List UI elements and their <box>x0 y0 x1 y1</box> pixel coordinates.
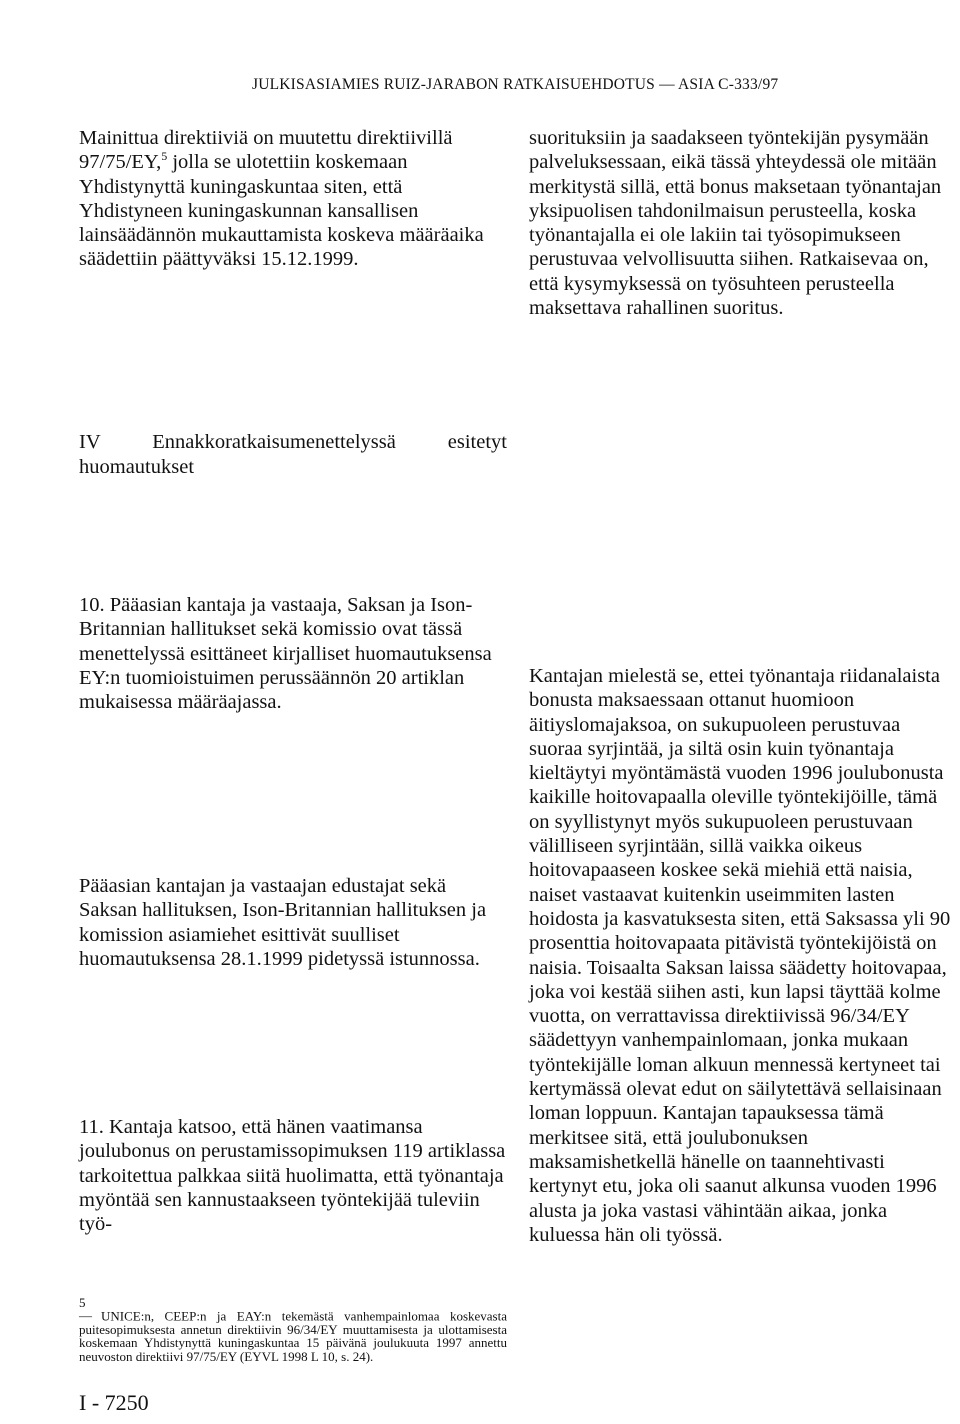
left-column-para-10 <box>79 593 507 714</box>
section-heading: IV Ennakkoratkaisumenettelyssä esitetyt huomautukset <box>79 431 507 478</box>
footnote-number: 5 — <box>79 1295 92 1324</box>
footnote-5 <box>79 1296 507 1363</box>
right-column-claimant <box>529 664 955 1247</box>
paragraph-oral-observations: Pääasian kantajan ja vastaajan edustajat sekä Saksan hallituksen, Ison-Britannian hallituksen ja komission asiamiehet esittivät suulliset huomautuksensa 28.1.1999 pidetyssä istunnossa. <box>79 875 487 970</box>
paragraph-11: 11. Kantaja katsoo, että hänen vaatimansa joulubonus on perustamissopimuksen 119 artiklassa tarkoitettua palkkaa siitä huolimatta, että työnantaja myöntää sen kannustaakseen työntekijää tuleviin työ- <box>79 1116 506 1236</box>
intro-text-after-footnote: jolla se ulotettiin koskemaan Yhdistynyttä kuningaskuntaa siten, että Yhdistyneen kuningaskunnan kansallisen lainsäädännön mukauttamista koskeva määräaika säädettiin päättyväksi 15.12.1999. <box>79 151 484 271</box>
paragraph-intro <box>79 126 507 272</box>
footnote-text: UNICE:n, CEEP:n ja EAY:n tekemästä vanhempainlomaa koskevasta puitesopimuksesta annetun direktiivin 96/34/EY muuttamisesta ja ulottamisesta koskemaan Yhdistynyttä kuningaskuntaa 15 päivänä joulukuuta 1997 annettu neuvoston direktiivi 97/75/EY (EYVL 1998 L 10, s. 24). <box>79 1308 507 1364</box>
intro-text-before-footnote: Mainittua direktiiviä on muutettu direktiivillä 97/75/EY, <box>79 127 453 174</box>
right-column-continuation <box>529 126 955 320</box>
paragraph-continuation: suorituksiin ja saadakseen työntekijän pysymään palveluksessaan, eikä tässä yhteydessä ole mitään merkitystä sillä, että bonus maksetaan työnantajan yksipuolisen tahdonilmaisun perusteella, koska työnantajalla ei ole lakiin tai työsopimukseen perustuvaa velvollisuutta siihen. Ratkaisevaa on, että kysymyksessä on työsuhteen perusteella maksettava rahallinen suoritus. <box>529 127 942 320</box>
paragraph-claimant: Kantajan mielestä se, ettei työnantaja riidanalaista bonusta maksaessaan ottanut huomioon äitiyslomajaksoa, on sukupuoleen perustuvaa suoraa syrjintää, ja siltä osin kuin työnantaja kieltäytyi myöntämästä vuoden 1996 joulubonusta kaikille hoitovapaalla oleville työntekijöille, tämä on syyllistynyt myös sukupuoleen perustuvaan välilliseen syrjintään, sillä vaikka oikeus hoitovapaaseen koskee sekä miehiä että naisia, naiset vastaavat kuitenkin useimmiten lasten hoidosta ja kasvatuksesta siten, että Saksassa yli 90 prosenttia hoitovapaata pitävistä työntekijöistä on naisia. Toisaalta Saksan laissa säädetty hoitovapaa, joka voi kestää siihen asti, kun lapsi täyttää kolme vuotta, on verrattavissa direktiivissä 96/34/EY säädettyyn vanhempainlomaan, jonka mukaan työntekijälle loman alkuun mennessä kertyneet tai kertymässä olevat edut on säilytettävä sellaisinaan loman loppuun. Kantajan tapauksessa tämä merkitsee sitä, että joulubonuksen maksamishetkellä hänelle on taannehtivasti kertynyt etu, joka oli saanut alkunsa vuoden 1996 alusta ja joka vastasi vähintään aikaa, jonka kuluessa hän oli työssä. <box>529 665 951 1246</box>
running-header: JULKISASIAMIES RUIZ-JARABON RATKAISUEHDOTUS — ASIA C-333/97 <box>252 76 779 93</box>
paragraph-10: 10. Pääasian kantaja ja vastaaja, Saksan ja Ison-Britannian hallitukset sekä komissio ovat tässä menettelyssä esittäneet kirjalliset huomautuksensa EY:n tuomioistuimen perussäännön 20 artiklan mukaisessa määräajassa. <box>79 594 492 714</box>
left-column-intro <box>79 126 507 272</box>
left-column-oral <box>79 874 507 971</box>
left-column-para-11 <box>79 1115 507 1236</box>
footnote-reference-5: 5 <box>161 149 168 164</box>
page-number: I - 7250 <box>79 1390 149 1415</box>
